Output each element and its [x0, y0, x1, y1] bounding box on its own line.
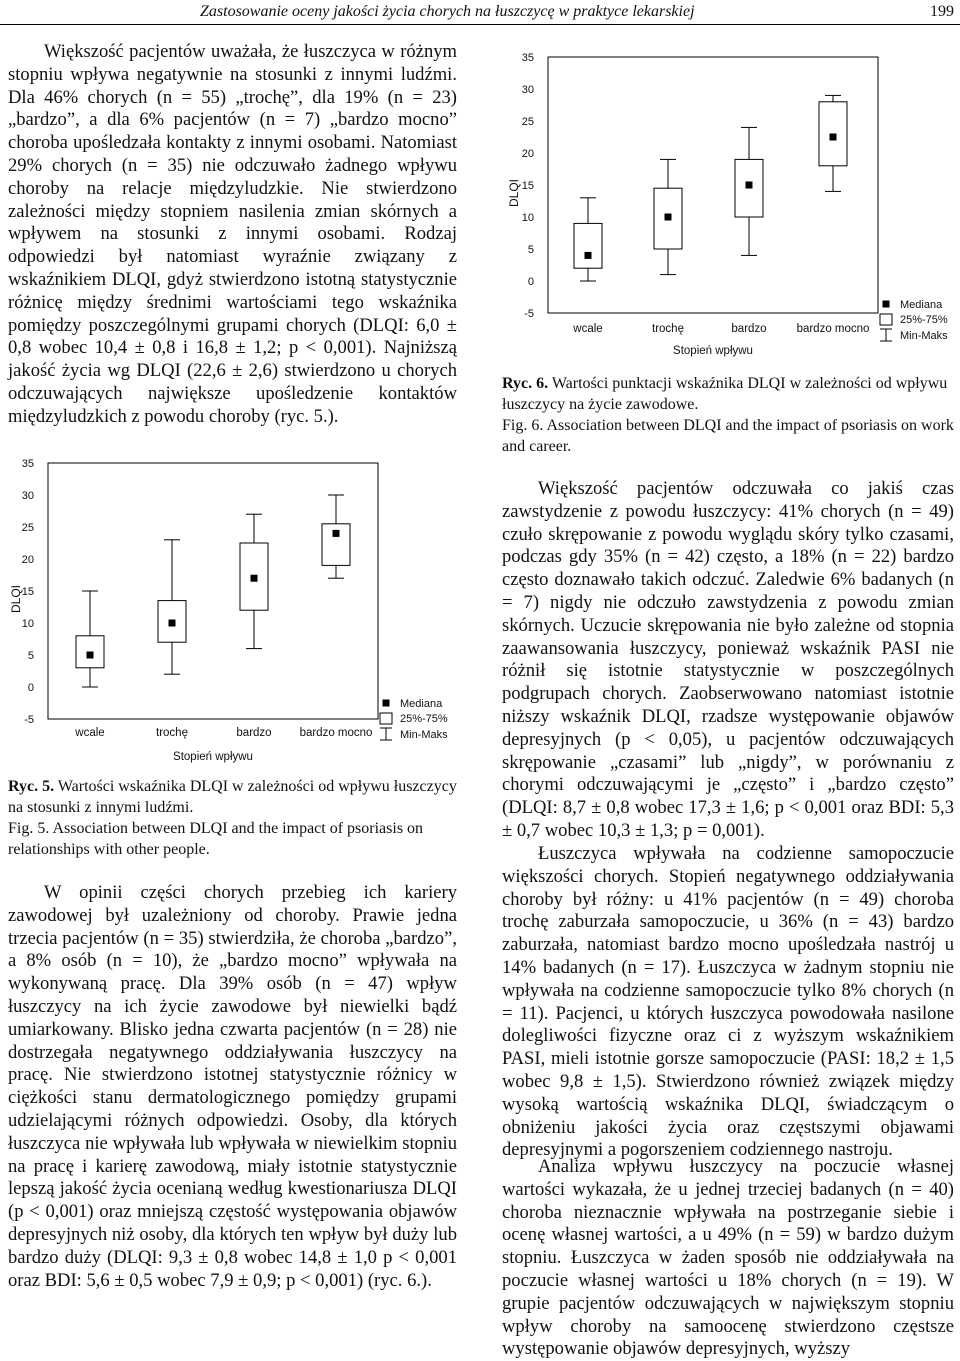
iqr-box	[574, 223, 602, 268]
legend-minmax-label: Min-Maks	[400, 729, 448, 741]
x-axis-label: Stopień wpływu	[673, 345, 753, 357]
y-tick-label: 5	[27, 650, 34, 662]
right-paragraph-1: Większość pacjentów odczuwała co jakiś czas zawstydzenie z powodu łuszczycy: 41% chorych (n = 49) czuło skrępowanie z powodu wyglądu skóry tylko czasami, podczas gdy 35% (n = 42) często, a 18% (n = 22) bardzo często doznawało takich odczuć. Zaledwie 6% badanych (n = 7) nigdy nie odczuło zawstydzenia z powodu zmian skórnych. Uczucie skrępowania nie było zależne od stopnia zaawansowania łuszczycy, ponieważ wskaźnik PASI nie różnił się istotnie statystycznie w poszczególnych podgrupach chorych. Zaobserwowano natomiast istotnie niższy wskaźnik DLQI, rzadsze występowanie objawów depresyjnych (p < 0,05), u pacjentów odczuwających skrępowanie „czasami” lub „nigdy”, w porównaniu z chorymi odczuwającymi je „często” i „bardzo często” (DLQI: 8,7 ± 0,8 wobec 17,3 ± 1,6; p < 0,001 oraz BDI: 5,3 ± 0,7 wobec 10,3 ± 1,3; p = 0,001).	[502, 478, 954, 841]
x-tick-label: bardzo mocno	[299, 727, 373, 739]
legend-iqr-label: 25%-75%	[900, 314, 948, 326]
median-marker	[87, 652, 94, 659]
y-tick-label: 5	[527, 244, 534, 256]
x-tick-label: bardzo	[731, 323, 767, 335]
fig5-caption-pl	[8, 776, 457, 818]
y-tick-label: 20	[521, 148, 534, 160]
x-tick-label: trochę	[652, 323, 684, 335]
right-paragraph-2: Łuszczyca wpływała na codzienne samopoczucie większości chorych. Stopień negatywnego oddziaływania choroby był różny: u 41% pacjentów (n = 49) choroba trochę zaburzała samopoczucie, u 36% (n = 43) bardzo zaburzała, natomiast bardzo mocno upośledzała nastrój u 14% badanych (n = 17). Łuszczyca w żadnym stopniu nie wpływała na codzienne samopoczucie tylko 8% chorych (n = 11). Pacjenci, u których łuszczyca powodowała nasilone dolegliwości fizyczne oraz ci z wyższym wskaźnikiem PASI, mieli istotnie gorsze samopoczucie (PASI: 18,2 ± 1,5 wobec 9,8 ± 1,5). Stwierdzono również związek między wysoką wartością wskaźnika DLQI, świadczącym o obniżeniu jakości życia oraz częstszymi objawami depresyjnymi a pogorszeniem codziennego nastroju.	[502, 843, 954, 1161]
y-tick-label: 15	[21, 586, 34, 598]
y-tick-label: 10	[21, 618, 34, 630]
fig6-caption-label: Ryc. 6.	[502, 375, 549, 392]
y-tick-label: -5	[24, 714, 34, 726]
fig6-caption	[502, 373, 954, 457]
legend-median-swatch	[383, 700, 390, 707]
legend-median-swatch	[883, 301, 890, 308]
fig5-caption-en: Fig. 5. Association between DLQI and the impact of psoriasis on relationships with other people.	[8, 820, 424, 858]
page-number: 199	[930, 3, 954, 20]
y-tick-label: 30	[21, 490, 34, 502]
x-axis-label: Stopień wpływu	[173, 751, 253, 763]
x-tick-label: wcale	[75, 727, 105, 739]
median-marker	[585, 252, 592, 259]
x-tick-label: bardzo	[236, 727, 272, 739]
y-tick-label: 30	[521, 84, 534, 96]
median-marker	[830, 134, 837, 141]
legend-iqr-swatch	[380, 713, 392, 724]
left-paragraph-1: Większość pacjentów uważała, że łuszczyca w różnym stopniu wpływa negatywnie na stosunki z innymi ludźmi. Dla 46% chorych (n = 55) „trochę”, dla 19% (n = 23) „bardzo”, a dla 6% pacjentów (n = 7) „bardzo mocno” choroba upośledzała kontakty z innymi osobami. Natomiast 29% chorych (n = 35) nie odczuwało żadnego wpływu choroby na relacje międzyludzkie. Nie stwierdzono zależności między stopniem nasilenia zmian skórnych a wpływem na stosunki z innymi osobami. Rodzaj odpowiedzi był natomiast wyraźnie związany z wskaźnikiem DLQI, gdyż stwierdzono istotną statystycznie różnicę między średnimi wartościami tego wskaźnika pomiędzy poszczególnymi grupami chorych (DLQI: 6,0 ± 0,8 wobec 10,4 ± 0,8 i 16,8 ± 1,2; p < 0,001). Najniższą jakość życia wg DLQI (22,6 ± 2,6) stwierdzono u chorych odczuwających największe upośledzenie kontaktów międzyludzkich z powodu choroby (ryc. 5.).	[8, 41, 457, 427]
median-marker	[665, 214, 672, 221]
legend-iqr-label: 25%-75%	[400, 713, 448, 725]
y-tick-label: 0	[27, 682, 34, 694]
median-marker	[746, 182, 753, 189]
legend-median-label: Mediana	[400, 698, 443, 710]
fig6-boxplot-chart	[500, 44, 960, 364]
fig5-caption	[8, 776, 457, 860]
fig6-caption-pl	[502, 373, 954, 415]
x-tick-label: wcale	[573, 323, 603, 335]
y-tick-label: 0	[527, 276, 534, 288]
fig6-caption-pl-text: Wartości punktacji wskaźnika DLQI w zależności od wpływu łuszczycy na życie zawodowe.	[502, 375, 948, 413]
median-marker	[251, 575, 258, 582]
y-tick-label: 15	[521, 180, 534, 192]
x-tick-label: bardzo mocno	[796, 323, 870, 335]
y-axis-label: DLQI	[9, 584, 23, 614]
y-tick-label: 10	[521, 212, 534, 224]
y-tick-label: 25	[21, 522, 34, 534]
y-tick-label: 20	[21, 554, 34, 566]
fig6-caption-en: Fig. 6. Association between DLQI and the impact of psoriasis on work and career.	[502, 417, 954, 455]
legend-minmax-label: Min-Maks	[900, 330, 948, 342]
y-axis-label: DLQI	[507, 178, 521, 208]
y-tick-label: -5	[524, 308, 534, 320]
fig5-boxplot-chart	[0, 448, 470, 768]
median-marker	[169, 620, 176, 627]
median-marker	[333, 530, 340, 537]
right-paragraph-3: Analiza wpływu łuszczycy na poczucie własnej wartości wykazała, że u jednej trzeciej badanych (n = 40) choroba nieznacznie wpływała na postrzeganie siebie i ocenę własnej wartości, a u 49% (n = 59) w bardzo dużym stopniu. Łuszczyca w żaden sposób nie oddziaływała na poczucie własnej wartości u 18% chorych (n = 19). W grupie pacjentów odczuwających w największym stopniu wpływ choroby na samoocenę stwierdzono częstsze występowanie objawów depresyjnych, wyższy	[502, 1156, 954, 1360]
x-tick-label: trochę	[156, 727, 188, 739]
left-paragraph-2: W opinii części chorych przebieg ich kariery zawodowej był uzależniony od choroby. Prawie jedna trzecia pacjentów (n = 35) stwierdziła, że choroba „bardzo”, a 8% osób (n = 10), że „bardzo mocno” wpływała na wykonywaną pracę. Dla 39% osób (n = 47) wpływ łuszczycy na ich życie zawodowe był niewielki bądź umiarkowany. Blisko jedna czwarta pacjentów (n = 28) nie dostrzegała negatywnego oddziaływania łuszczycy na pracę. Nie stwierdzono istotnej statystycznie różnicy w ciężkości stanu dermatologicznego pomiędzy grupami udzielającymi różnych odpowiedzi. Osoby, dla których łuszczyca nie wpływała lub wpływała w niewielkim stopniu na pracę i karierę zawodową, miały istotnie statystycznie lepszą jakość życia ocenianą według kwestionariusza DLQI (p < 0,001) oraz mniejszą częstość występowania objawów depresyjnych niż osoby, dla których ten wpływ był duży lub bardzo duży (DLQI: 9,3 ± 0,8 wobec 14,8 ± 1,0 p < 0,001 oraz BDI: 5,6 ± 0,5 wobec 7,9 ± 0,9; p < 0,001) (ryc. 6.).	[8, 882, 457, 1291]
y-tick-label: 35	[21, 458, 34, 470]
running-header	[0, 0, 960, 25]
y-tick-label: 25	[521, 116, 534, 128]
fig5-caption-label: Ryc. 5.	[8, 778, 55, 795]
fig5-caption-pl-text: Wartości wskaźnika DLQI w zależności od wpływu łuszczycy na stosunki z innymi ludźmi.	[8, 778, 457, 816]
running-title: Zastosowanie oceny jakości życia chorych na łuszczycę w praktyce lekarskiej	[200, 3, 695, 20]
legend-median-label: Mediana	[900, 299, 943, 311]
y-tick-label: 35	[521, 52, 534, 64]
legend-iqr-swatch	[880, 314, 892, 325]
